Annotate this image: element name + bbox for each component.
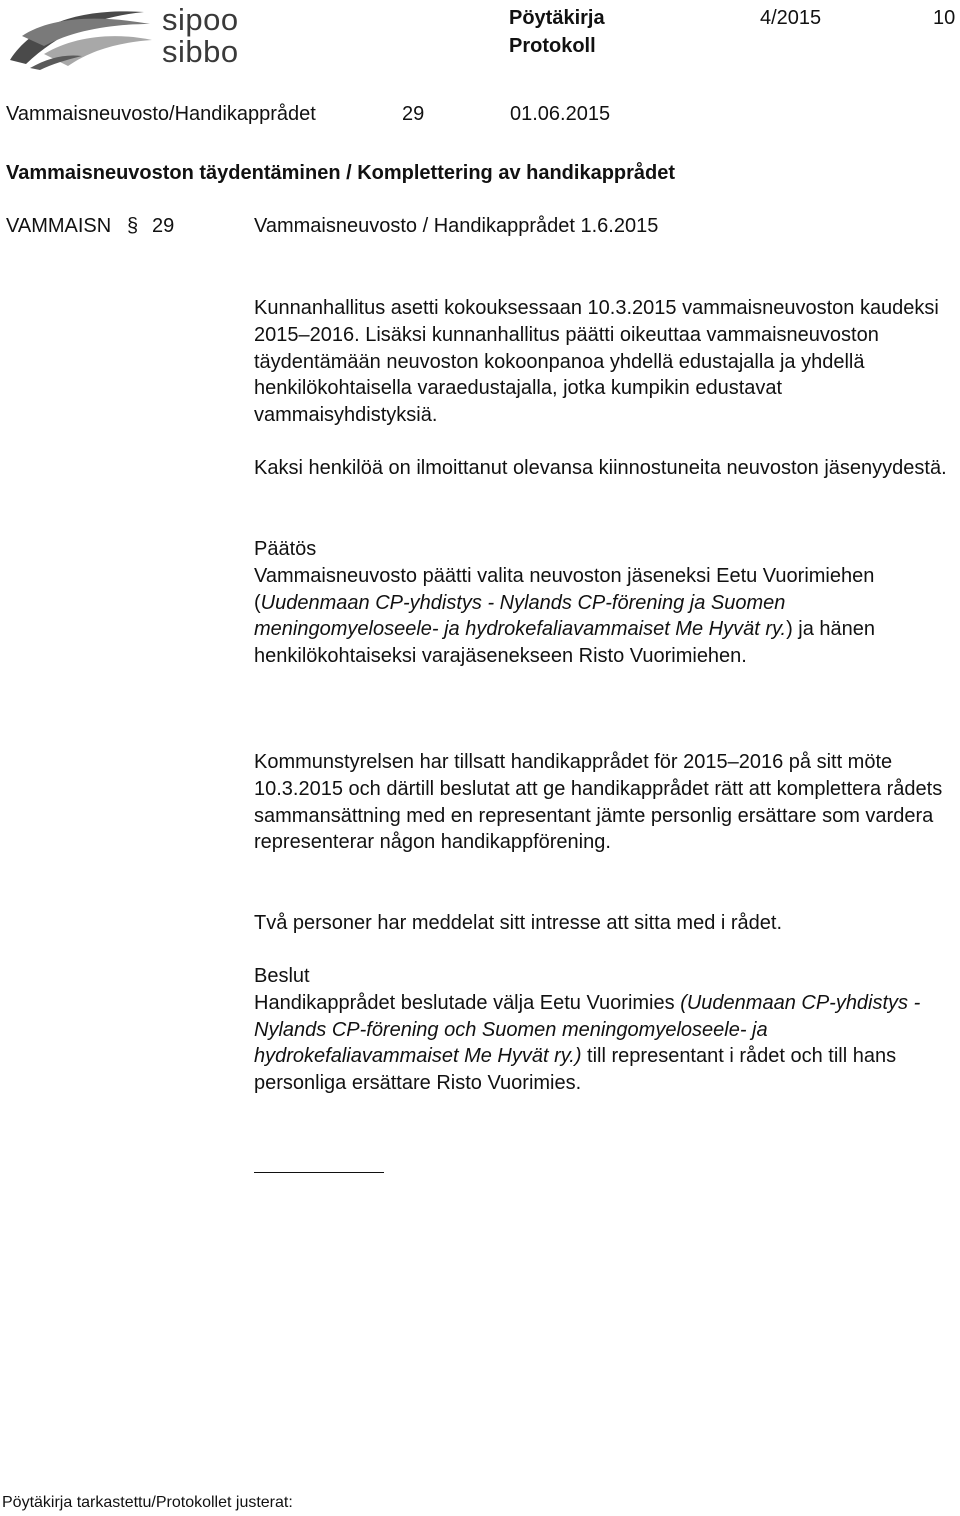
item-reference: Vammaisneuvosto / Handikapprådet 1.6.2015 xyxy=(254,215,659,237)
sv-decision xyxy=(254,963,954,1097)
sv-decision-organisation: (Uudenmaan CP-yhdistys - Nylands CP-förening och Suomen meningomyeloseele- ja hydrokefaliavammaiset Me Hyvät ry.) xyxy=(254,991,921,1068)
doc-type-sv: Protokoll xyxy=(509,35,596,57)
fi-decision-organisation: Uudenmaan CP-yhdistys - Nylands CP-förening ja Suomen meningomyeloseele- ja hydrokefaliavammaiset Me Hyvät ry. xyxy=(254,591,787,641)
item-number: 29 xyxy=(152,215,175,237)
fi-para1-text: Kunnanhallitus asetti kokouksessaan 10.3.2015 vammaisneuvoston kaudeksi 2015–2016. Lisäksi kunnanhallitus päätti oikeuttaa vammaisneuvoston täydentämään neuvoston kokoonpanoa yhdellä edustajalla ja yhdellä henkilökohtaisella varaedustajalla, jotka kumpikin edustavat vammaisyhdistyksiä. xyxy=(254,297,939,427)
fi-decision-part2: ) ja hänen henkilökohtaiseksi varajäsenekseen Risto Vuorimiehen. xyxy=(254,618,876,668)
logo-word-sv: sibbo xyxy=(162,34,239,69)
meeting-body: Vammaisneuvosto/Handikapprådet xyxy=(6,103,316,125)
fi-decision-text xyxy=(254,563,954,670)
fi-decision-heading: Päätös xyxy=(254,538,317,560)
paragraph-symbol: § xyxy=(127,215,139,237)
sv-para1-text: Kommunstyrelsen har tillsatt handikapprådet för 2015–2016 på sitt möte 10.3.2015 och därtill beslutat att ge handikapprådet rätt att komplettera rådets sammansättning med en representant jämte personlig ersättare som vardera representerar någon handikappförening. xyxy=(254,751,943,854)
sipoo-sibbo-logo xyxy=(4,2,260,70)
page-number: 10 xyxy=(933,7,956,29)
doc-type-fi: Pöytäkirja xyxy=(509,7,605,29)
fi-paragraph-2 xyxy=(254,455,954,482)
fi-decision xyxy=(254,536,954,670)
sv-para2-text: Två personer har meddelat sitt intresse att sitta med i rådet. xyxy=(254,912,783,934)
sv-paragraph-2 xyxy=(254,910,954,937)
fi-paragraph-1 xyxy=(254,295,954,429)
municipality-logo-icon xyxy=(4,2,154,70)
sv-decision-text xyxy=(254,990,954,1097)
logo-word-fi: sipoo xyxy=(162,2,239,37)
issue-number: 4/2015 xyxy=(760,7,822,29)
footer-verification: Pöytäkirja tarkastettu/Protokollet justerat: xyxy=(2,1494,293,1511)
meeting-date: 01.06.2015 xyxy=(510,103,611,125)
sv-decision-heading: Beslut xyxy=(254,965,310,987)
section-number: 29 xyxy=(402,103,425,125)
signature-line xyxy=(254,1172,384,1173)
sv-decision-part2: till representant i rådet och till hans personliga ersättare Risto Vuorimies. xyxy=(254,1045,897,1095)
section-title: Vammaisneuvoston täydentäminen / Komplettering av handikapprådet xyxy=(6,162,676,184)
sv-decision-part1: Handikapprådet beslutade välja Eetu Vuorimies xyxy=(254,991,681,1014)
sv-paragraph-1 xyxy=(254,749,954,856)
fi-decision-part1: Vammaisneuvosto päätti valita neuvoston jäseneksi Eetu Vuorimiehen ( xyxy=(254,564,875,614)
fi-para2-text: Kaksi henkilöä on ilmoittanut olevansa kiinnostuneita neuvoston jäsenyydestä. xyxy=(254,457,947,479)
item-code: VAMMAISN xyxy=(6,215,112,237)
